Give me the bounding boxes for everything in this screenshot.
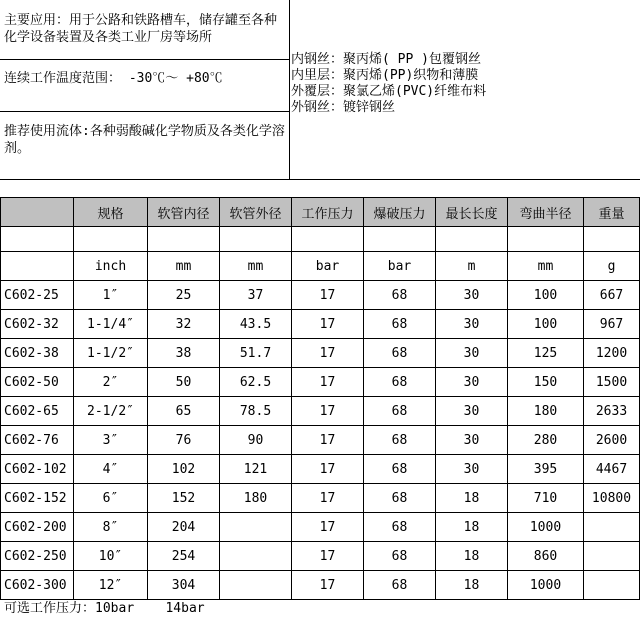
value-cell: 17: [292, 542, 364, 571]
value-cell: 68: [364, 368, 436, 397]
value-cell: 90: [220, 426, 292, 455]
value-cell: 17: [292, 368, 364, 397]
value-cell: 100: [508, 310, 584, 339]
value-cell: 30: [436, 310, 508, 339]
table-row: [1, 571, 640, 600]
value-cell: 2-1/2″: [74, 397, 148, 426]
construction-item: 内里层：聚丙烯(PP)织物和薄膜: [291, 68, 479, 83]
table-row: [1, 368, 640, 397]
value-cell: 3″: [74, 426, 148, 455]
table-row: [1, 397, 640, 426]
value-cell: 152: [148, 484, 220, 513]
table-row: [1, 542, 640, 571]
value-cell: 1″: [74, 281, 148, 310]
construction-item: 外钢丝：镀锌钢丝: [291, 100, 396, 115]
table-row: [1, 455, 640, 484]
value-cell: 1000: [508, 513, 584, 542]
value-cell: 38: [148, 339, 220, 368]
value-cell: 280: [508, 426, 584, 455]
unit-cell: inch: [74, 252, 148, 281]
value-cell: 180: [220, 484, 292, 513]
value-cell: 2″: [74, 368, 148, 397]
value-cell: 150: [508, 368, 584, 397]
header-cell: 重量: [584, 198, 640, 227]
value-cell: 4467: [584, 455, 640, 484]
value-cell: 121: [220, 455, 292, 484]
value-cell: 68: [364, 571, 436, 600]
table-row: [1, 281, 640, 310]
divider: [0, 59, 289, 60]
model-cell: C602-76: [1, 426, 74, 455]
construction-list: [291, 52, 486, 116]
value-cell: 68: [364, 339, 436, 368]
value-cell: 68: [364, 310, 436, 339]
table-row: [1, 513, 640, 542]
value-cell: 304: [148, 571, 220, 600]
spacer-row: [1, 227, 640, 252]
value-cell: 395: [508, 455, 584, 484]
value-cell: 68: [364, 397, 436, 426]
value-cell: 18: [436, 513, 508, 542]
fluids-text: 推荐使用流体:各种弱酸碱化学物质及各类化学溶剂。: [4, 124, 285, 156]
unit-cell: bar: [292, 252, 364, 281]
value-cell: 18: [436, 571, 508, 600]
value-cell: 1200: [584, 339, 640, 368]
value-cell: 30: [436, 455, 508, 484]
value-cell: 68: [364, 513, 436, 542]
value-cell: 30: [436, 426, 508, 455]
value-cell: 17: [292, 310, 364, 339]
value-cell: 25: [148, 281, 220, 310]
value-cell: 68: [364, 281, 436, 310]
value-cell: 967: [584, 310, 640, 339]
value-cell: 18: [436, 484, 508, 513]
pressure-option: 10bar: [95, 601, 135, 616]
value-cell: 68: [364, 484, 436, 513]
value-cell: 43.5: [220, 310, 292, 339]
unit-cell: g: [584, 252, 640, 281]
header-cell: 弯曲半径: [508, 198, 584, 227]
value-cell: 68: [364, 542, 436, 571]
value-cell: 65: [148, 397, 220, 426]
pressure-option: 14bar: [165, 601, 205, 616]
value-cell: 2600: [584, 426, 640, 455]
value-cell: 1-1/4″: [74, 310, 148, 339]
value-cell: 1500: [584, 368, 640, 397]
value-cell: [584, 513, 640, 542]
value-cell: [220, 571, 292, 600]
value-cell: 51.7: [220, 339, 292, 368]
application-text: 主要应用：用于公路和铁路槽车，储存罐至各种化学设备装置及各类工业厂房等场所: [4, 13, 278, 45]
value-cell: 1-1/2″: [74, 339, 148, 368]
model-cell: C602-65: [1, 397, 74, 426]
unit-cell: [1, 252, 74, 281]
value-cell: [584, 571, 640, 600]
value-cell: [220, 513, 292, 542]
pressure-options-label: 可选工作压力：: [4, 601, 96, 616]
table-row: [1, 310, 640, 339]
header-cell: [1, 198, 74, 227]
value-cell: 860: [508, 542, 584, 571]
value-cell: 10″: [74, 542, 148, 571]
header-row: [1, 198, 640, 227]
info-section: [0, 0, 640, 180]
value-cell: 10800: [584, 484, 640, 513]
pressure-options: [4, 597, 205, 616]
value-cell: 254: [148, 542, 220, 571]
header-cell: 规格: [74, 198, 148, 227]
value-cell: 17: [292, 484, 364, 513]
model-cell: C602-32: [1, 310, 74, 339]
value-cell: [220, 542, 292, 571]
value-cell: 37: [220, 281, 292, 310]
value-cell: 710: [508, 484, 584, 513]
model-cell: C602-200: [1, 513, 74, 542]
model-cell: C602-25: [1, 281, 74, 310]
model-cell: C602-50: [1, 368, 74, 397]
model-cell: C602-300: [1, 571, 74, 600]
temperature-text: 连续工作温度范围： -30℃～ +80℃: [4, 71, 223, 86]
value-cell: 667: [584, 281, 640, 310]
spec-table: [0, 197, 640, 600]
value-cell: 1000: [508, 571, 584, 600]
table-row: [1, 484, 640, 513]
value-cell: 17: [292, 571, 364, 600]
unit-cell: m: [436, 252, 508, 281]
value-cell: 100: [508, 281, 584, 310]
value-cell: 30: [436, 339, 508, 368]
value-cell: 125: [508, 339, 584, 368]
value-cell: 68: [364, 455, 436, 484]
value-cell: 32: [148, 310, 220, 339]
value-cell: 17: [292, 426, 364, 455]
value-cell: 2633: [584, 397, 640, 426]
header-cell: 软管内径: [148, 198, 220, 227]
value-cell: 50: [148, 368, 220, 397]
header-cell: 工作压力: [292, 198, 364, 227]
divider: [0, 111, 289, 112]
value-cell: 78.5: [220, 397, 292, 426]
value-cell: 68: [364, 426, 436, 455]
value-cell: [584, 542, 640, 571]
unit-cell: mm: [508, 252, 584, 281]
unit-cell: mm: [220, 252, 292, 281]
table-row: [1, 339, 640, 368]
unit-cell: mm: [148, 252, 220, 281]
value-cell: 30: [436, 397, 508, 426]
value-cell: 18: [436, 542, 508, 571]
value-cell: 204: [148, 513, 220, 542]
value-cell: 17: [292, 397, 364, 426]
value-cell: 6″: [74, 484, 148, 513]
value-cell: 62.5: [220, 368, 292, 397]
header-cell: 软管外径: [220, 198, 292, 227]
value-cell: 12″: [74, 571, 148, 600]
model-cell: C602-152: [1, 484, 74, 513]
model-cell: C602-38: [1, 339, 74, 368]
model-cell: C602-250: [1, 542, 74, 571]
value-cell: 180: [508, 397, 584, 426]
value-cell: 8″: [74, 513, 148, 542]
value-cell: 30: [436, 281, 508, 310]
value-cell: 76: [148, 426, 220, 455]
header-cell: 最长长度: [436, 198, 508, 227]
value-cell: 102: [148, 455, 220, 484]
value-cell: 17: [292, 339, 364, 368]
unit-cell: bar: [364, 252, 436, 281]
model-cell: C602-102: [1, 455, 74, 484]
units-row: [1, 252, 640, 281]
table-row: [1, 426, 640, 455]
value-cell: 30: [436, 368, 508, 397]
construction-item: 外覆层：聚氯乙烯(PVC)纤维布料: [291, 84, 487, 99]
info-left-panel: [0, 0, 290, 180]
value-cell: 17: [292, 455, 364, 484]
value-cell: 17: [292, 281, 364, 310]
construction-item: 内钢丝：聚丙烯( PP )包覆钢丝: [291, 52, 481, 67]
value-cell: 17: [292, 513, 364, 542]
value-cell: 4″: [74, 455, 148, 484]
header-cell: 爆破压力: [364, 198, 436, 227]
